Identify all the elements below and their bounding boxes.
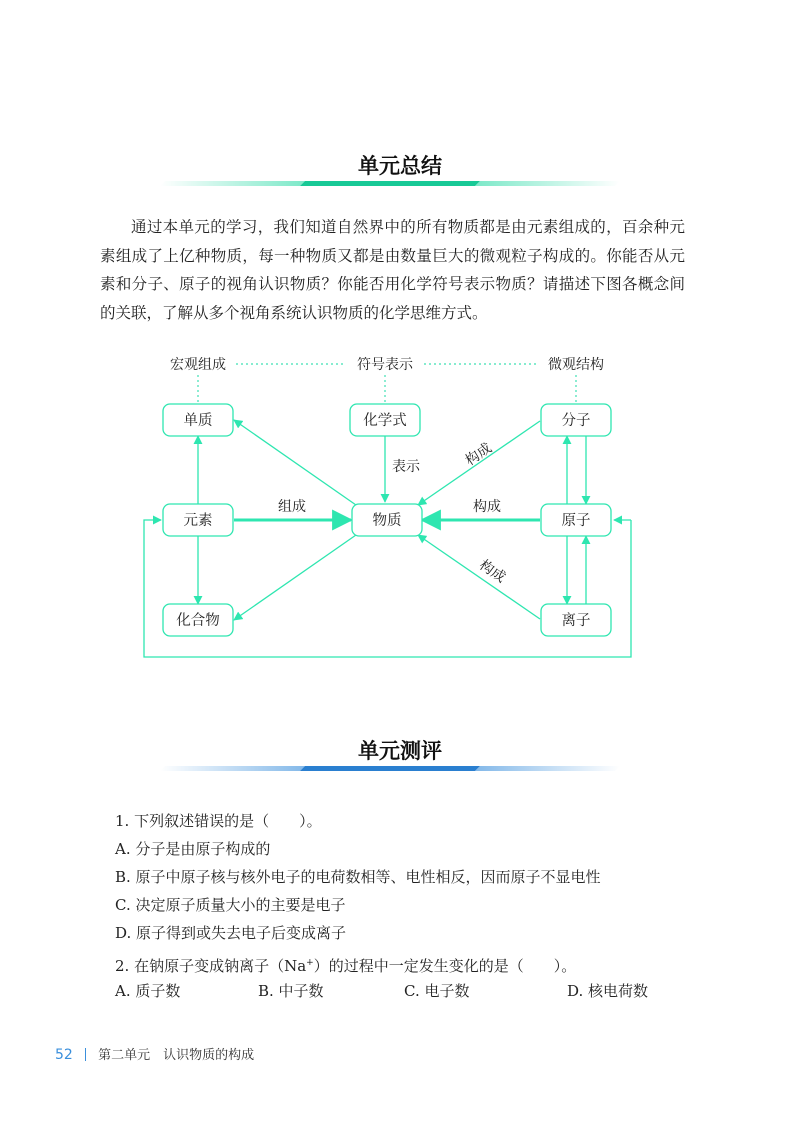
node-chemical-formula-label: 化学式 — [363, 413, 407, 429]
node-molecule-label: 分子 — [561, 413, 591, 429]
label-construct-atom: 构成 — [473, 499, 501, 515]
test-title-rule — [160, 766, 620, 771]
node-ion-label: 离子 — [561, 613, 591, 629]
question-2-stem-before: 2. 在钠原子变成钠离子（Na — [115, 957, 307, 975]
arrow-substance-to-simple — [234, 420, 356, 505]
page-footer — [55, 1044, 254, 1063]
question-2-stem-after: ）的过程中一定发生变化的是（ ）。 — [313, 957, 577, 975]
question-1-option-d: D. 原子得到或失去电子后变成离子 — [115, 924, 347, 942]
node-atom — [541, 504, 611, 536]
arrow-ion-to-substance — [418, 535, 540, 619]
node-ion — [541, 604, 611, 636]
node-simple-substance-label: 单质 — [183, 413, 213, 429]
header-micro: 微观结构 — [548, 357, 604, 373]
node-substance-label: 物质 — [372, 513, 402, 529]
footer-divider — [85, 1048, 86, 1061]
summary-paragraph: 通过本单元的学习，我们知道自然界中的所有物质都是由元素组成的，百余种元素组成了上亿种物质，每一种物质又都是由数量巨大的微观粒子构成的。你能否从元素和分子、原子的视角认识物质？你能否用化学符号表示物质？请描述下图各概念间的关联，了解从多个视角系统认识物质的化学思维方式。 — [100, 218, 685, 322]
label-construct-molecule: 构成 — [462, 440, 495, 470]
question-2-option-c: C. 电子数 — [404, 982, 470, 1000]
question-1-option-a: A. 分子是由原子构成的 — [115, 840, 271, 858]
node-element — [163, 504, 233, 536]
node-molecule — [541, 404, 611, 436]
question-2-option-d: D. 核电荷数 — [567, 982, 649, 1000]
chapter-title: 第二单元 认识物质的构成 — [98, 1048, 255, 1063]
question-2-option-a: A. 质子数 — [115, 982, 181, 1000]
node-simple-substance — [163, 404, 233, 436]
summary-title: 单元总结 — [358, 154, 442, 178]
question-2-option-b: B. 中子数 — [258, 982, 324, 1000]
label-represent: 表示 — [392, 459, 420, 475]
node-element-label: 元素 — [183, 513, 213, 529]
summary-title-rule — [160, 181, 620, 186]
node-compound — [163, 604, 233, 636]
test-title: 单元测评 — [358, 739, 442, 763]
node-chemical-formula — [350, 404, 420, 436]
question-2-stem-superscript: + — [306, 958, 314, 968]
header-symbol: 符号表示 — [357, 357, 413, 373]
node-atom-label: 原子 — [561, 513, 591, 529]
header-macro: 宏观组成 — [170, 357, 226, 373]
question-1-option-c: C. 决定原子质量大小的主要是电子 — [115, 896, 346, 914]
question-1-option-b: B. 原子中原子核与核外电子的电荷数相等、电性相反，因而原子不显电性 — [115, 868, 601, 886]
concept-diagram — [0, 340, 800, 670]
arrow-substance-to-compound — [234, 535, 356, 620]
question-1-stem: 1. 下列叙述错误的是（ ）。 — [115, 812, 322, 830]
node-substance — [352, 504, 422, 536]
label-construct-ion: 构成 — [476, 557, 509, 587]
node-compound-label: 化合物 — [176, 613, 220, 629]
page-number: 52 — [55, 1047, 73, 1063]
label-compose: 组成 — [278, 499, 306, 515]
question-2-stem — [115, 953, 576, 976]
